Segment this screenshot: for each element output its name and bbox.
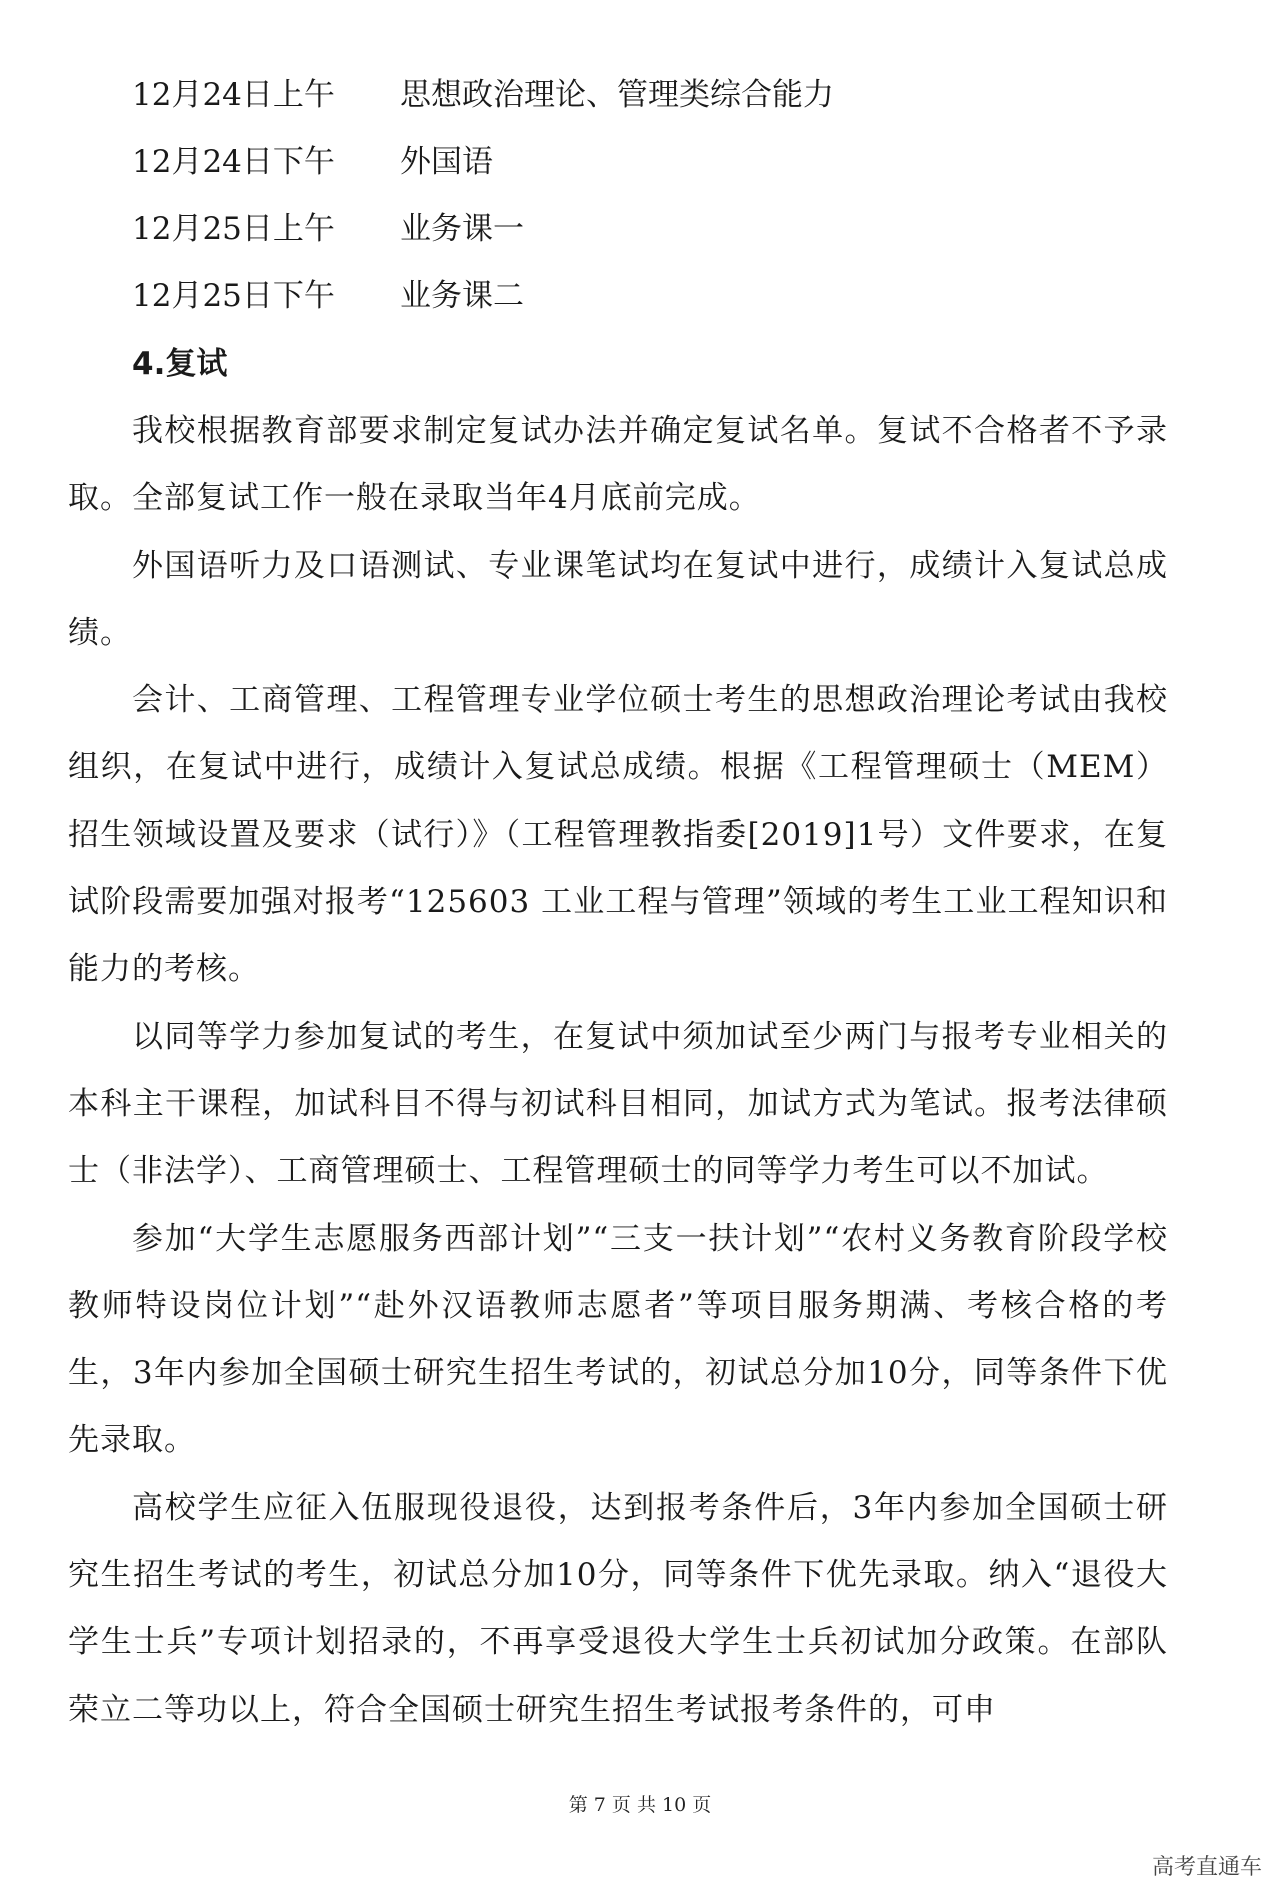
- paragraph-veteran-bonus: 高校学生应征入伍服现役退役，达到报考条件后，3年内参加全国硕士研究生招生考试的考生，初试总分加10分，同等条件下优先录取。纳入“退役大学生士兵”专项计划招录的，不再享受退役大学生士兵初试加分政策。在部队荣立二等功以上，符合全国硕士研究生招生考试报考条件的，可申: [68, 1489, 1168, 1728]
- schedule-row: [68, 62, 1168, 129]
- paragraph-retest-method: 我校根据教育部要求制定复试办法并确定复试名单。复试不合格者不予录取。全部复试工作一般在录取当年4月底前完成。: [68, 413, 1168, 517]
- page-number: 第 7 页 共 10 页: [568, 1794, 712, 1816]
- paragraph-political-theory-exam: 会计、工商管理、工程管理专业学位硕士考生的思想政治理论考试由我校组织，在复试中进行，成绩计入复试总成绩。根据《工程管理硕士（MEM）招生领域设置及要求（试行）》（工程管理教指委[2019]1号）文件要求，在复试阶段需要加强对报考“125603 工业工程与管理”领域的考生工业工程知识和能力的考核。: [68, 682, 1168, 988]
- schedule-time: 12月24日上午: [132, 77, 335, 113]
- schedule-row: [68, 196, 1168, 263]
- schedule-subject: 业务课二: [400, 278, 524, 314]
- schedule-subject: 思想政治理论、管理类综合能力: [400, 77, 834, 113]
- section-heading-retest: 4.复试: [132, 346, 228, 382]
- schedule-subject: 外国语: [400, 144, 493, 180]
- watermark-text: 高考直通车: [1151, 1855, 1262, 1880]
- paragraph-equivalent-education: 以同等学力参加复试的考生，在复试中须加试至少两门与报考专业相关的本科主干课程，加试科目不得与初试科目相同，加试方式为笔试。报考法律硕士（非法学）、工商管理硕士、工程管理硕士的同等学力考生可以不加试。: [68, 1018, 1168, 1190]
- schedule-subject: 业务课一: [400, 211, 524, 247]
- schedule-time: 12月25日下午: [132, 278, 335, 314]
- schedule-row: [68, 129, 1168, 196]
- paragraph-volunteer-bonus: 参加“大学生志愿服务西部计划”“三支一扶计划”“农村义务教育阶段学校教师特设岗位计划”“赴外汉语教师志愿者”等项目服务期满、考核合格的考生，3年内参加全国硕士研究生招生考试的，初试总分加10分，同等条件下优先录取。: [68, 1220, 1168, 1459]
- paragraph-foreign-language-test: 外国语听力及口语测试、专业课笔试均在复试中进行，成绩计入复试总成绩。: [68, 547, 1168, 651]
- schedule-time: 12月25日上午: [132, 211, 335, 247]
- document-page: [68, 62, 1168, 1744]
- schedule-row: [68, 263, 1168, 330]
- schedule-time: 12月24日下午: [132, 144, 335, 180]
